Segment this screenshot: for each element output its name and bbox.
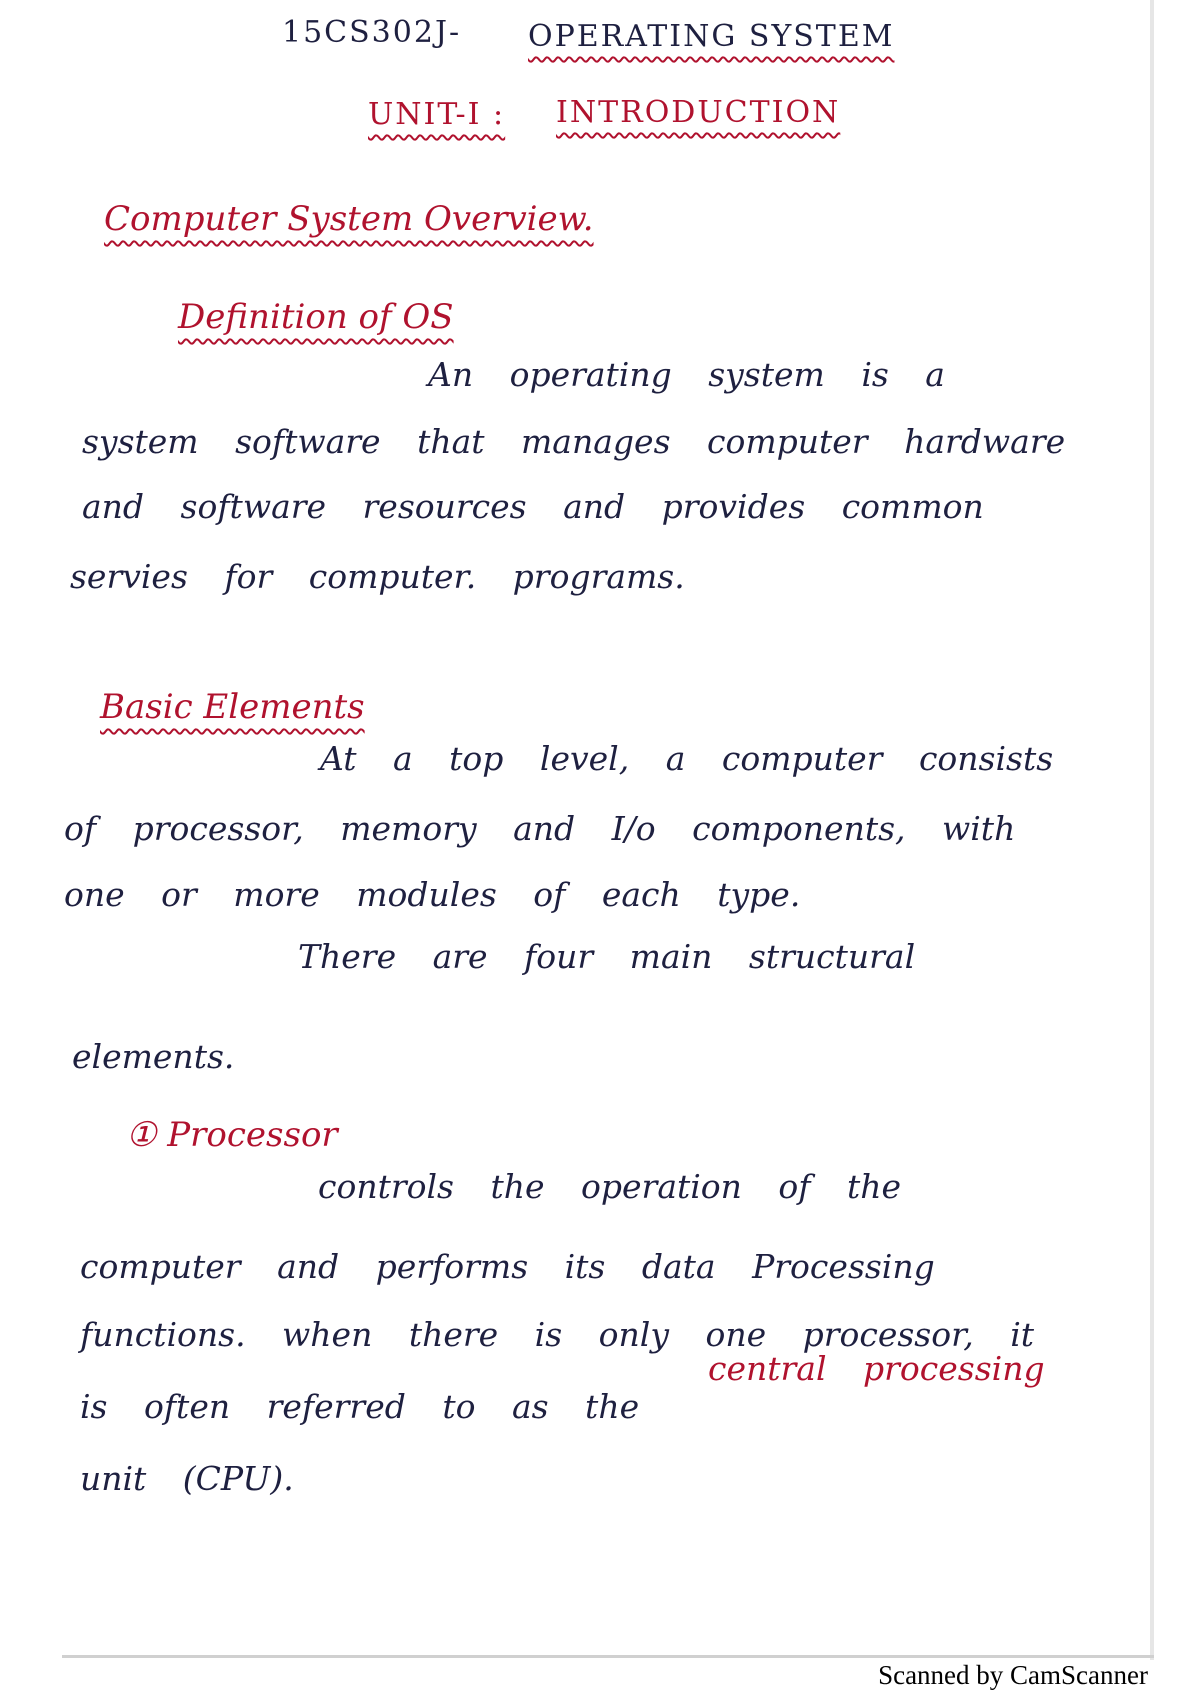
scanner-watermark: Scanned by CamScanner xyxy=(878,1660,1148,1690)
processor-heading: ① Processor xyxy=(126,1115,338,1155)
processor-line-2: computer and performs its data Processing xyxy=(80,1247,935,1286)
unit-label: UNIT-I : xyxy=(368,97,506,132)
definition-line-4: servies for computer. programs. xyxy=(70,557,685,596)
unit-name: INTRODUCTION xyxy=(556,95,841,130)
page-edge-bottom xyxy=(62,1655,1154,1658)
definition-line-3: and software resources and provides common xyxy=(82,487,984,526)
basic-elements-line-5: elements. xyxy=(72,1037,235,1076)
processor-line-3: functions. when there is only one processor, it xyxy=(80,1315,1035,1354)
basic-elements-line-3: one or more modules of each type. xyxy=(64,875,801,914)
page-edge-right xyxy=(1150,0,1154,1660)
definition-line-2: system software that manages computer hardware xyxy=(82,422,1066,461)
basic-elements-line-1: At a top level, a computer consists xyxy=(320,739,1054,778)
section-heading: Computer System Overview. xyxy=(104,199,594,239)
definition-line-1: An operating system is a xyxy=(428,355,945,394)
basic-elements-heading: Basic Elements xyxy=(100,687,365,727)
definition-heading: Definition of OS xyxy=(178,297,454,337)
basic-elements-line-4: There are four main structural xyxy=(298,937,916,976)
processor-cpu-highlight: central processing xyxy=(708,1349,1045,1388)
basic-elements-line-2: of processor, memory and I/o components, with xyxy=(64,809,1016,848)
course-name: OPERATING SYSTEM xyxy=(528,19,895,54)
processor-line-4: is often referred to as the xyxy=(80,1387,640,1426)
course-code: 15CS302J- xyxy=(282,15,462,50)
processor-line-5: unit (CPU). xyxy=(80,1459,294,1498)
processor-line-1: controls the operation of the xyxy=(318,1167,902,1206)
